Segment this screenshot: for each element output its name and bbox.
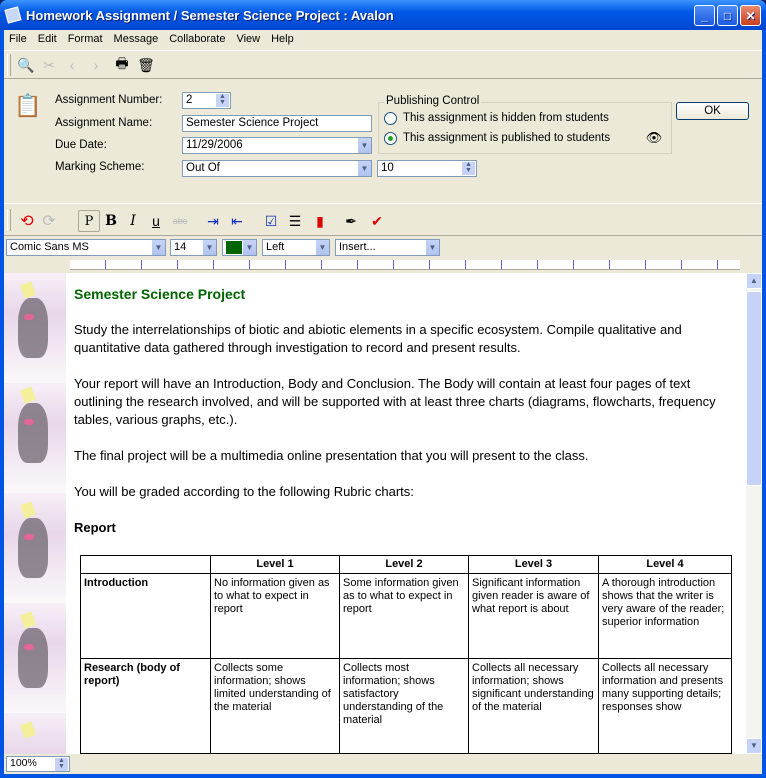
zoom-value: 100% xyxy=(10,757,37,769)
marking-scheme-dropdown[interactable] xyxy=(182,160,372,177)
table-cell: Significant information given reader is aware of what report is about xyxy=(469,574,599,659)
header-cell xyxy=(81,556,211,574)
section-heading: Report xyxy=(74,520,116,535)
insert-value: Insert... xyxy=(339,241,376,253)
marking-scheme-label: Marking Scheme: xyxy=(55,161,145,173)
chevron-down-icon[interactable]: ▼ xyxy=(242,240,256,255)
chevron-down-icon[interactable]: ▼ xyxy=(357,161,371,176)
assignment-number-value: 2 xyxy=(186,94,193,106)
italic-button[interactable]: I xyxy=(130,213,136,229)
undo-icon[interactable]: ⟲ xyxy=(20,213,34,230)
star-decoration xyxy=(20,501,36,518)
publishing-control-legend: Publishing Control xyxy=(386,95,480,107)
zoom-select[interactable] xyxy=(6,756,70,772)
published-label[interactable]: This assignment is published to students xyxy=(403,132,611,144)
menu-collaborate[interactable]: Collaborate xyxy=(169,33,226,45)
marking-scheme-value: Out Of xyxy=(186,162,220,174)
insert-select[interactable] xyxy=(335,239,440,256)
paragraph-button[interactable]: P xyxy=(78,210,100,232)
font-size-value: 14 xyxy=(174,241,187,253)
doc-title: Semester Science Project xyxy=(74,286,246,302)
publishing-control-group xyxy=(378,95,672,154)
table-cell: Collects all necessary information; shows significant understanding of the material xyxy=(469,659,599,754)
chevron-down-icon[interactable]: ▼ xyxy=(357,138,371,153)
star-decoration xyxy=(20,281,36,298)
menu-file[interactable]: File xyxy=(9,33,27,45)
check-document-icon[interactable]: ✔ xyxy=(371,212,383,229)
main-toolbar xyxy=(4,50,762,79)
assignment-name-label: Assignment Name: xyxy=(55,117,153,129)
document xyxy=(74,273,739,754)
chevron-down-icon[interactable]: ▼ xyxy=(315,240,329,255)
format-toolbar xyxy=(4,203,762,236)
marker-icon[interactable]: ▮ xyxy=(316,212,324,229)
list-check-icon[interactable]: ☰ xyxy=(288,212,302,229)
doc-paragraph: Your report will have an Introduction, Body and Conclusion. The Body will contain at least four pages of text outlining the research involved, and will be supported with at least three charts (diagrams, flowcharts, frequency tables, various graphs, etc.). xyxy=(74,376,716,427)
indent-icon[interactable]: ⇥ xyxy=(207,212,219,229)
next-icon[interactable]: › xyxy=(93,57,99,73)
close-button[interactable]: ✕ xyxy=(740,5,761,26)
star-decoration xyxy=(20,386,36,403)
text-color-select[interactable] xyxy=(222,239,257,256)
out-of-value: 10 xyxy=(381,162,394,174)
table-row xyxy=(81,574,732,659)
table-header-row xyxy=(81,556,732,574)
menu-message[interactable]: Message xyxy=(113,33,159,45)
previous-icon[interactable]: ‹ xyxy=(69,57,75,73)
cat-decoration xyxy=(18,628,48,688)
menu-edit[interactable]: Edit xyxy=(37,33,57,45)
due-date-dropdown[interactable] xyxy=(182,137,372,154)
menu-help[interactable]: Help xyxy=(271,33,294,45)
assignment-number-stepper[interactable] xyxy=(182,92,231,109)
star-decoration xyxy=(20,611,36,628)
table-cell: Collects all necessary information and presents many supporting details; responses show xyxy=(599,659,732,754)
trash-icon[interactable]: 🗑 xyxy=(137,56,155,73)
scroll-thumb[interactable] xyxy=(746,291,762,486)
checklist-icon[interactable]: ☑ xyxy=(264,212,278,229)
doc-paragraph: You will be graded according to the following Rubric charts: xyxy=(74,484,414,499)
search-icon[interactable]: 🔍 xyxy=(17,56,35,73)
table-cell: A thorough introduction shows that the writer is very aware of the reader; superior information xyxy=(599,574,732,659)
spinner-icon[interactable]: ▲ ▼ xyxy=(216,94,229,107)
row-header: Research (body of report) xyxy=(81,659,211,754)
font-family-select[interactable] xyxy=(6,239,166,256)
vertical-scrollbar[interactable] xyxy=(746,273,762,754)
menu-view[interactable]: View xyxy=(236,33,261,45)
eye-icon: 👁 xyxy=(645,130,663,145)
header-cell: Level 1 xyxy=(211,556,340,574)
ok-button[interactable]: OK xyxy=(676,102,749,120)
table-row xyxy=(81,659,732,754)
table-cell: Collects most information; shows satisfactory understanding of the material xyxy=(340,659,469,754)
assignment-number-label: Assignment Number: xyxy=(55,94,163,106)
hidden-radio[interactable] xyxy=(384,112,397,125)
decorative-border xyxy=(4,273,66,754)
row-header: Introduction xyxy=(81,574,211,659)
header-cell: Level 4 xyxy=(599,556,732,574)
client-area xyxy=(4,30,762,774)
toolbar-grip[interactable] xyxy=(7,209,11,231)
bold-button[interactable]: B xyxy=(105,213,117,229)
scroll-up-icon[interactable]: ▲ xyxy=(746,273,762,289)
table-cell: No information given as to what to expect in report xyxy=(211,574,340,659)
due-date-label: Due Date: xyxy=(55,139,107,151)
ruler-scale xyxy=(70,260,740,270)
chevron-down-icon[interactable]: ▼ xyxy=(202,240,216,255)
scroll-down-icon[interactable]: ▼ xyxy=(746,738,762,754)
maximize-button[interactable]: □ xyxy=(717,5,738,26)
status-bar xyxy=(4,755,762,774)
alignment-value: Left xyxy=(266,241,285,253)
cat-decoration xyxy=(18,518,48,578)
add-pen-icon[interactable]: ✒ xyxy=(345,212,357,229)
redo-icon[interactable]: ⟳ xyxy=(42,213,56,230)
table-cell: Collects some information; shows limited understanding of the material xyxy=(211,659,340,754)
assignment-name-input[interactable]: Semester Science Project xyxy=(182,115,372,132)
published-radio[interactable] xyxy=(384,132,397,145)
chevron-down-icon[interactable]: ▼ xyxy=(151,240,165,255)
tools-icon[interactable]: ✂ xyxy=(43,56,55,73)
star-decoration xyxy=(20,721,36,738)
spinner-icon[interactable]: ▲ ▼ xyxy=(462,162,475,175)
header-cell: Level 2 xyxy=(340,556,469,574)
color-swatch xyxy=(226,241,243,254)
assignment-icon: 📋 xyxy=(14,93,42,118)
minimize-button[interactable]: _ xyxy=(694,5,715,26)
spinner-icon[interactable]: ▲ ▼ xyxy=(55,758,68,771)
doc-paragraph: Study the interrelationships of biotic and abiotic elements in a specific ecosystem. Compile qualitative and quantitative data gathered through investigation to record and present results. xyxy=(74,322,682,355)
window-title: Homework Assignment / Semester Science Project : Avalon xyxy=(26,7,394,23)
underline-button[interactable]: u xyxy=(152,213,160,229)
editor-content[interactable] xyxy=(4,273,746,754)
menu-bar xyxy=(4,30,762,48)
rubric-table xyxy=(80,555,732,754)
title-bar xyxy=(0,0,766,30)
doc-paragraph: The final project will be a multimedia online presentation that you will present to the class. xyxy=(74,448,589,463)
due-date-value: 11/29/2006 xyxy=(186,139,243,151)
out-of-stepper[interactable] xyxy=(377,160,477,177)
cat-decoration xyxy=(18,403,48,463)
menu-format[interactable]: Format xyxy=(67,33,103,45)
cat-decoration xyxy=(18,298,48,358)
table-cell: Some information given as to what to expect in report xyxy=(340,574,469,659)
header-cell: Level 3 xyxy=(469,556,599,574)
ruler[interactable] xyxy=(4,258,762,273)
app-icon xyxy=(4,6,21,23)
chevron-down-icon[interactable]: ▼ xyxy=(425,240,439,255)
toolbar-grip[interactable] xyxy=(7,54,11,76)
print-icon[interactable]: 🖶 xyxy=(115,55,129,71)
font-size-select[interactable] xyxy=(170,239,217,256)
alignment-select[interactable] xyxy=(262,239,330,256)
outdent-icon[interactable]: ⇤ xyxy=(231,212,243,229)
strikethrough-icon[interactable]: abc xyxy=(172,216,188,226)
font-family-value: Comic Sans MS xyxy=(10,241,89,253)
hidden-label[interactable]: This assignment is hidden from students xyxy=(403,112,609,124)
